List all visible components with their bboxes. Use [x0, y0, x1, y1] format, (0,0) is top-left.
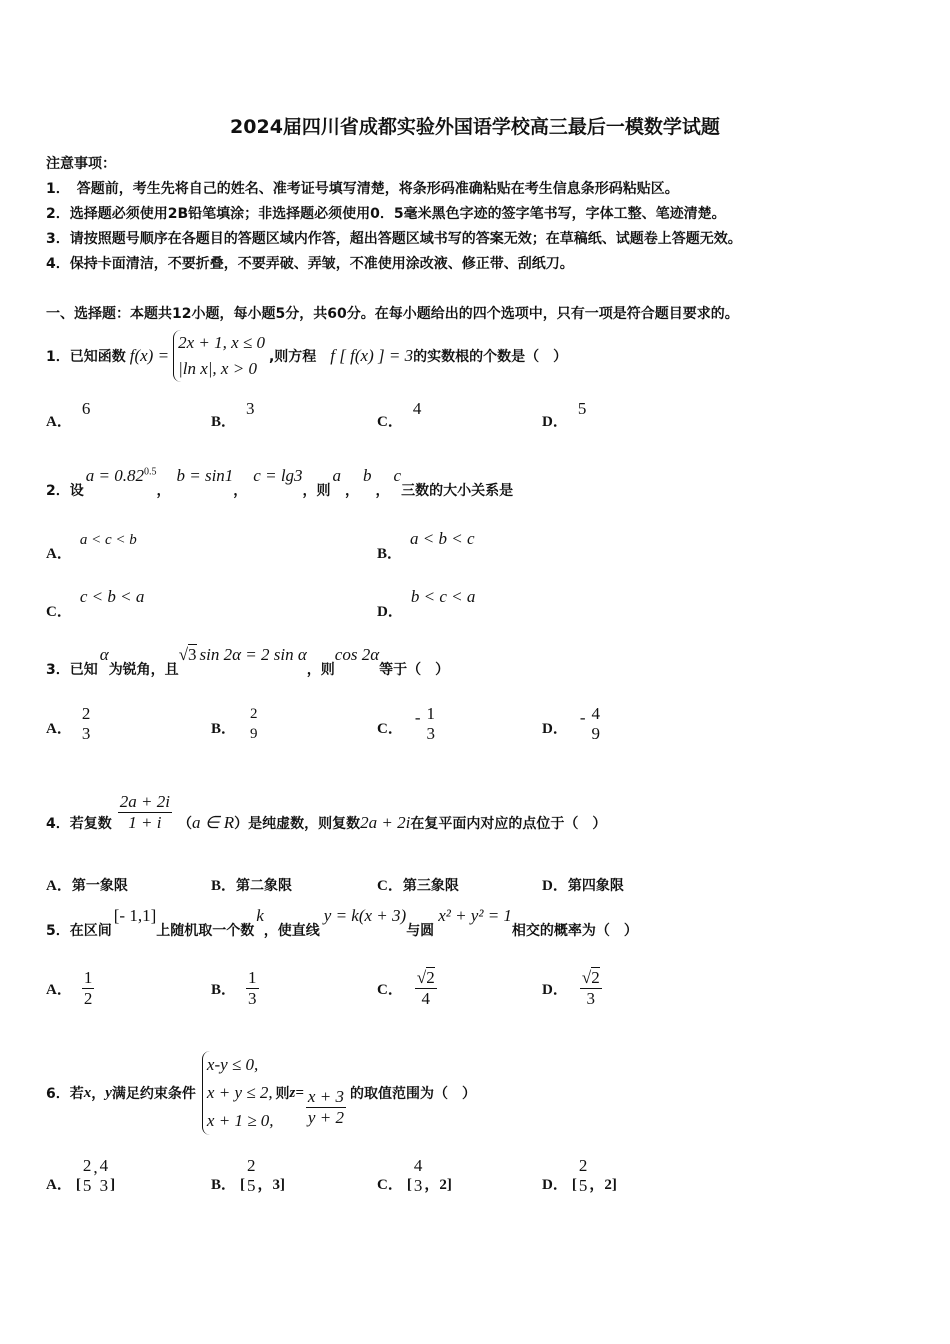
q5-option-d-fraction	[580, 968, 602, 1009]
q6-denominator: y + 2	[307, 1107, 344, 1127]
q3-option-b-label: B．	[211, 721, 237, 737]
q5-option-b-numerator: 1	[248, 968, 257, 987]
q4-option-d-value: 第四象限	[567, 878, 624, 894]
q5-option-d-radicand: 2	[591, 968, 600, 987]
q4-cond-close: ）	[234, 816, 249, 832]
q5-option-d	[542, 968, 602, 1009]
q6-option-a-lower-num: 2	[82, 1156, 92, 1175]
q4-option-d-label: D．	[542, 878, 568, 894]
q6-option-c-lower	[412, 1156, 425, 1196]
q4-suffix: 在复平面内对应的点位于（ ）	[410, 816, 607, 832]
q2-c-expr: c = lg3	[253, 466, 303, 485]
q5-option-a	[46, 968, 94, 1009]
q4-option-c-value: 第三象限	[402, 878, 459, 894]
q6-option-b-lower	[245, 1156, 258, 1196]
q2-option-d-value: b < c < a	[410, 587, 476, 606]
q3-option-a-label: A．	[46, 721, 72, 737]
q6-option-c-label: C．	[377, 1177, 403, 1193]
q6-option-b-close: ]	[280, 1177, 286, 1193]
q4-option-d	[542, 874, 624, 895]
q5-mid-2: ，使直线	[263, 923, 320, 939]
question-2	[46, 466, 513, 506]
q5-line: y = k(x + 3)	[323, 906, 407, 925]
q3-prefix: 3．已知	[46, 662, 98, 678]
q1-case-1: 2x + 1, x ≤ 0	[178, 333, 265, 352]
q4-cond-open: （	[177, 816, 192, 832]
q6-option-a-lower-den: 5	[82, 1176, 92, 1195]
q1-option-b-label: B．	[211, 414, 237, 430]
q2-comma-4: ，	[375, 483, 390, 499]
q4-mid: 是纯虚数，则复数	[248, 816, 361, 832]
q4-expression: 2a + 2i	[360, 813, 411, 832]
q5-interval: [- 1,1]	[113, 906, 157, 925]
q6-option-b-upper: 3	[272, 1177, 281, 1193]
q5-option-a-fraction	[82, 968, 95, 1009]
q6-option-a-upper-num: 4	[99, 1156, 109, 1175]
q2-option-c	[46, 586, 145, 620]
q1-fx: f(x) =	[129, 346, 170, 365]
q1-option-d-value: 5	[577, 399, 587, 418]
q2-comma-2: ，	[233, 483, 248, 499]
q2-var-b: b	[363, 466, 372, 485]
q6-option-b-open: [	[240, 1177, 246, 1193]
q6-then: 则	[275, 1086, 290, 1102]
q3-option-c-label: C．	[377, 721, 403, 737]
q4-condition: a ∈ R	[191, 813, 235, 832]
q1-option-b	[211, 399, 255, 431]
q4-option-c	[377, 874, 459, 895]
q5-option-b-label: B．	[211, 982, 237, 998]
q3-option-a-denominator: 3	[81, 724, 91, 743]
section-heading: 一、选择题：本题共12小题，每小题5分，共60分。在每小题给出的四个选项中，只有一项是符合题目要求的。	[46, 306, 739, 322]
q5-circle: x² + y² = 1	[438, 906, 512, 925]
q3-mid-1: 为锐角，且	[108, 662, 179, 678]
note-item-2: 2．选择题必须使用2B铅笔填涂；非选择题必须使用0．5毫米黑色字迹的签字笔书写，字体工整、笔迹清楚。	[46, 206, 726, 222]
q4-numerator: 2a + 2i	[119, 791, 170, 811]
q1-option-a-label: A．	[46, 414, 72, 430]
note-item-1: 1． 答题前，考生先将自己的姓名、准考证号填写清楚，将条形码准确粘贴在考生信息条形码粘贴区。	[46, 181, 679, 197]
q6-option-a-sep: ,	[93, 1158, 98, 1177]
q3-option-c-fraction	[425, 704, 438, 744]
q4-option-b-value: 第二象限	[236, 878, 293, 894]
q3-option-d-sign: -	[579, 708, 586, 727]
q2-var-c: c	[393, 466, 402, 485]
q6-option-d-label: D．	[542, 1177, 568, 1193]
note-item-3: 3．请按照题号顺序在各题目的答题区域内作答，超出答题区域书写的答案无效；在草稿纸、试题卷上答题无效。	[46, 231, 742, 247]
q6-fraction	[306, 1087, 346, 1128]
q3-option-b-denominator: 9	[250, 726, 258, 742]
q6-constraints	[202, 1051, 274, 1135]
q6-option-a-lower	[81, 1156, 94, 1196]
q3-option-d-fraction	[590, 704, 603, 744]
q3-option-b	[211, 704, 260, 744]
q2-comma-1: ，	[156, 483, 171, 499]
q6-option-c-open: [	[406, 1177, 412, 1193]
q5-option-b-fraction	[246, 968, 259, 1009]
q2-option-a	[46, 528, 137, 562]
q4-denominator: 1 + i	[128, 812, 162, 832]
q6-option-b-lower-num: 2	[247, 1156, 256, 1175]
q3-option-c-denominator: 3	[426, 724, 436, 743]
q2-var-a: a	[332, 466, 342, 485]
q2-comma-3: ，	[345, 483, 360, 499]
q1-option-d	[542, 399, 587, 431]
q3-alpha: α	[99, 645, 109, 664]
q5-option-b-denominator: 3	[248, 989, 257, 1008]
q3-equation: sin 2α = 2 sin α	[199, 645, 307, 664]
q2-suffix: 三数的大小关系是	[401, 483, 514, 499]
q5-k: k	[256, 906, 264, 925]
q2-prefix: 2．设	[46, 483, 84, 499]
q4-option-a-value: 第一象限	[71, 878, 128, 894]
q3-option-a-numerator: 2	[81, 704, 91, 723]
q5-option-a-numerator: 1	[83, 968, 93, 987]
q5-option-a-denominator: 2	[83, 989, 93, 1008]
q5-option-a-label: A．	[46, 982, 72, 998]
q4-fraction	[118, 792, 172, 833]
q1-option-c-value: 4	[412, 399, 422, 418]
q3-option-d-label: D．	[542, 721, 568, 737]
q3-option-c-sign: -	[414, 708, 421, 727]
q6-option-d-sep: ，	[589, 1177, 605, 1193]
q6-option-d-open: [	[571, 1177, 577, 1193]
q6-option-c-upper: 2	[439, 1177, 447, 1193]
q6-constraint-1: x-y ≤ 0,	[206, 1055, 259, 1074]
q2-option-d	[377, 586, 476, 620]
q6-prefix: 6．若	[46, 1086, 84, 1102]
q6-option-d-lower-num: 2	[578, 1156, 588, 1175]
q2-option-b	[377, 528, 475, 562]
q3-option-d-numerator: 4	[591, 704, 601, 723]
q1-option-d-label: D．	[542, 414, 568, 430]
q1-suffix: 的实数根的个数是（ ）	[413, 349, 568, 365]
notes-heading: 注意事项：	[46, 156, 116, 172]
question-1	[46, 330, 567, 382]
q4-prefix: 4．若复数	[46, 816, 112, 832]
question-6	[46, 1048, 476, 1138]
q3-option-d	[542, 704, 602, 744]
q6-option-b-lower-den: 5	[247, 1176, 256, 1195]
q3-option-a-fraction	[80, 704, 93, 744]
question-3	[46, 645, 449, 685]
q5-option-c-denominator: 4	[421, 989, 431, 1008]
q6-option-b	[211, 1156, 285, 1196]
q6-mid: 满足约束条件	[111, 1086, 196, 1102]
q5-option-c	[377, 968, 437, 1009]
q1-piecewise	[173, 330, 265, 382]
q5-option-c-radicand: 2	[426, 968, 435, 987]
q5-option-b	[211, 968, 259, 1009]
q2-a-base: a = 0.82	[85, 466, 144, 485]
q6-z: z=	[289, 1084, 304, 1101]
q6-option-d-close: ]	[611, 1177, 617, 1193]
q3-option-c	[377, 704, 437, 744]
q4-option-b	[211, 874, 292, 895]
q6-numerator: x + 3	[307, 1086, 344, 1106]
q6-x: x	[83, 1084, 92, 1101]
q6-option-a	[46, 1156, 115, 1196]
q2-option-a-label: A．	[46, 546, 72, 562]
q1-equation: f [ f(x) ] = 3	[330, 346, 414, 365]
q6-option-a-upper	[98, 1156, 111, 1196]
q5-option-c-numerator: √2	[416, 968, 435, 987]
q3-option-b-fraction	[248, 704, 260, 744]
q3-option-b-numerator: 2	[250, 706, 258, 722]
q2-b-expr: b = sin1	[176, 466, 234, 485]
q6-constraint-3: x + 1 ≥ 0,	[206, 1111, 274, 1130]
note-item-4: 4．保持卡面清洁，不要折叠，不要弄破、弄皱，不准使用涂改液、修正带、刮纸刀。	[46, 256, 574, 272]
q6-option-c-sep: ，	[424, 1177, 440, 1193]
q4-option-a	[46, 874, 128, 895]
q6-option-c	[377, 1156, 452, 1196]
q1-option-c	[377, 399, 422, 431]
q5-option-d-numerator: √2	[581, 968, 600, 987]
q4-option-c-label: C．	[377, 878, 403, 894]
q1-prefix: 1．已知函数	[46, 349, 126, 365]
q6-suffix: 的取值范围为（ ）	[349, 1086, 476, 1102]
q3-mid-2: ，则	[306, 662, 335, 678]
q2-a-expr	[86, 466, 157, 486]
q2-option-b-label: B．	[377, 546, 403, 562]
q6-constraint-2: x + y ≤ 2,	[206, 1083, 273, 1102]
q6-option-c-lower-den: 3	[413, 1176, 423, 1195]
exam-title: 2024届四川省成都实验外国语学校高三最后一模数学试题	[230, 116, 720, 138]
q3-sqrt: √3	[178, 645, 197, 664]
q5-option-d-denominator: 3	[586, 989, 596, 1008]
q1-option-b-value: 3	[246, 399, 255, 418]
q6-option-d-lower-den: 5	[578, 1176, 588, 1195]
q4-option-a-label: A．	[46, 878, 72, 894]
q2-option-b-value: a < b < c	[410, 529, 475, 548]
q5-suffix: 相交的概率为（ ）	[511, 923, 638, 939]
q2-mid: ，则	[302, 483, 331, 499]
q1-option-a	[46, 399, 91, 431]
q6-comma: ，	[91, 1086, 106, 1102]
q1-option-c-label: C．	[377, 414, 403, 430]
q6-option-c-lower-num: 4	[413, 1156, 423, 1175]
q6-option-d-lower	[577, 1156, 590, 1196]
question-5	[46, 906, 638, 946]
q4-option-b-label: B．	[211, 878, 237, 894]
q6-option-a-open: [	[75, 1177, 81, 1193]
q1-case-2: |ln x|, x > 0	[178, 359, 257, 378]
q5-prefix: 5．在区间	[46, 923, 112, 939]
q3-suffix: 等于（ ）	[379, 662, 450, 678]
q6-option-d	[542, 1156, 617, 1196]
q5-option-c-label: C．	[377, 982, 403, 998]
q6-y: y	[105, 1084, 112, 1101]
question-4	[46, 786, 606, 838]
q2-option-c-label: C．	[46, 604, 72, 620]
q2-a-exponent: 0.5	[143, 466, 157, 478]
q2-option-c-value: c < b < a	[79, 587, 145, 606]
q3-cos: cos 2α	[334, 645, 380, 664]
q1-option-a-value: 6	[81, 399, 91, 418]
q6-option-c-close: ]	[446, 1177, 452, 1193]
q3-option-a	[46, 704, 92, 744]
q3-sqrt-radicand: 3	[188, 645, 197, 664]
q3-option-d-denominator: 9	[591, 724, 601, 743]
q6-option-d-upper: 2	[604, 1177, 612, 1193]
q2-option-a-value: a < c < b	[79, 532, 137, 548]
q5-mid-1: 上随机取一个数	[156, 923, 255, 939]
q1-mid: ,则方程	[268, 349, 317, 365]
q2-option-d-label: D．	[377, 604, 403, 620]
q6-option-b-label: B．	[211, 1177, 237, 1193]
q6-option-a-upper-den: 3	[99, 1176, 109, 1195]
q6-option-b-sep: ，	[257, 1177, 273, 1193]
q5-option-d-label: D．	[542, 982, 568, 998]
q6-option-a-close: ]	[110, 1177, 116, 1193]
q6-option-a-label: A．	[46, 1177, 72, 1193]
q5-option-c-fraction	[415, 968, 437, 1009]
q3-option-c-numerator: 1	[426, 704, 436, 723]
q5-mid-3: 与圆	[406, 923, 435, 939]
